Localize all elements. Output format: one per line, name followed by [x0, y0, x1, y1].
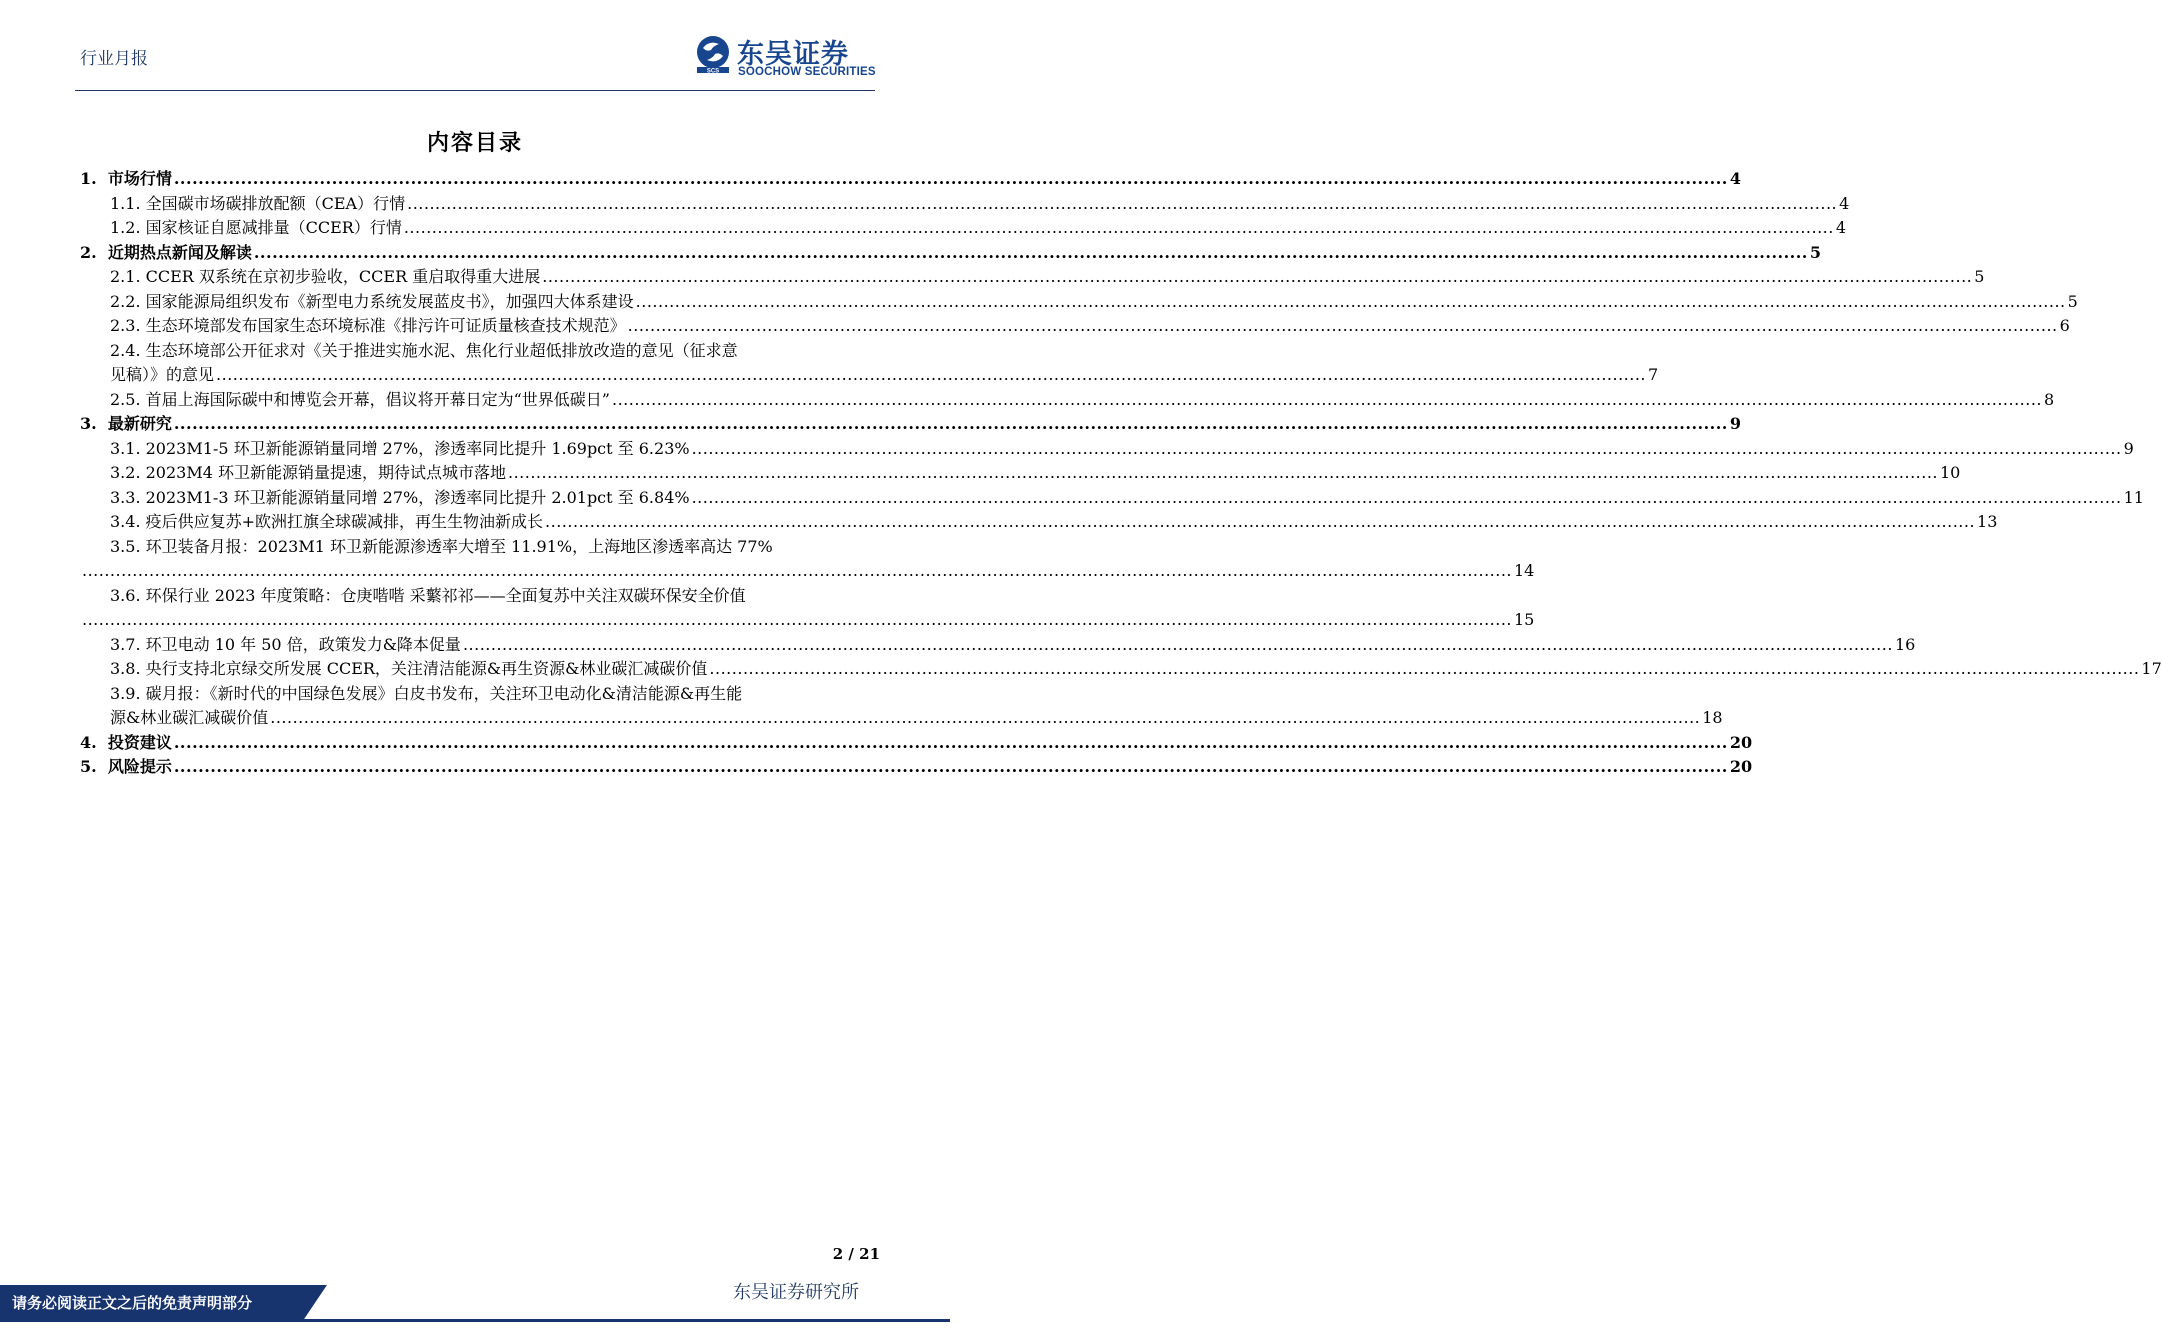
toc-leader-dots — [407, 192, 1837, 217]
toc-leader-dots — [254, 241, 1808, 266]
toc-page-number: 15 — [1514, 610, 1535, 629]
toc-page-number: 9 — [2123, 438, 2134, 458]
toc-entry-title: 3.1. 2023M1-5 环卫新能源销量同增 27%，渗透率同比提升 1.69pct 至 6.23% — [110, 438, 690, 458]
toc-title: 内容目录 — [426, 130, 523, 156]
toc-entry-2-3[interactable] — [80, 314, 2070, 339]
table-of-contents — [80, 167, 2162, 780]
toc-leader-dots — [692, 437, 2122, 462]
toc-page-number: 20 — [1729, 757, 1753, 776]
footer-disclaimer: 请务必阅读正文之后的免责声明部分 — [12, 1294, 253, 1312]
toc-entry-title: 3.6. 环保行业 2023 年度策略：仓庚喈喈 采蘩祁祁——全面复苏中关注双碳环保安全价值 — [110, 585, 746, 605]
toc-page-number: 4 — [1839, 193, 1850, 213]
toc-leader-dots — [463, 633, 1893, 658]
toc-entry-title: 5. 风险提示 — [80, 757, 172, 776]
toc-entry-title: 3.3. 2023M1-3 环卫新能源销量同增 27%，渗透率同比提升 2.01pct 至 6.84% — [110, 487, 690, 507]
toc-entry-title: 3. 最新研究 — [80, 414, 172, 433]
toc-leader-dots — [542, 265, 1972, 290]
toc-page-number: 5 — [2067, 291, 2078, 311]
toc-entry-title: 3.4. 疫后供应复苏+欧洲扛旗全球碳减排，再生生物油新成长 — [110, 512, 544, 531]
toc-page-number: 13 — [1977, 512, 1998, 531]
toc-entry-3-3[interactable] — [80, 486, 2144, 511]
toc-page-number: 5 — [1809, 242, 1821, 262]
toc-leader-dots — [709, 657, 2139, 682]
toc-entry-3-9[interactable] — [80, 682, 1723, 731]
toc-leader-dots — [508, 461, 1938, 486]
toc-entry-3-5[interactable] — [80, 535, 1535, 584]
toc-entry-2-2[interactable] — [80, 290, 2078, 315]
toc-leader-dots — [636, 290, 2066, 315]
toc-entry-title: 2.3. 生态环境部发布国家生态环境标准《排污许可证质量核查技术规范》 — [110, 316, 626, 335]
toc-leader-dots — [174, 412, 1728, 437]
toc-entry-title-continued: 见稿）》的意见 — [110, 365, 215, 384]
toc-entry-1[interactable] — [80, 167, 1741, 192]
toc-page-number: 8 — [2044, 389, 2055, 409]
toc-entry-2-1[interactable] — [80, 265, 1985, 290]
toc-entry-title: 1. 市场行情 — [80, 169, 172, 188]
report-type-label: 行业月报 — [80, 49, 148, 69]
toc-entry-5[interactable] — [80, 755, 1753, 780]
toc-entry-3-2[interactable] — [80, 461, 1961, 486]
toc-entry-title: 1.2. 国家核证自愿减排量（CCER）行情 — [110, 218, 402, 237]
toc-page-number: 16 — [1894, 634, 1916, 654]
header-divider — [75, 90, 875, 91]
toc-entry-3-1[interactable] — [80, 437, 2134, 462]
toc-leader-dots — [82, 559, 1512, 584]
toc-entry-title: 2.1. CCER 双系统在京初步验收，CCER 重启取得重大进展 — [110, 267, 541, 286]
toc-leader-dots — [174, 167, 1728, 192]
toc-entry-1-2[interactable] — [80, 216, 1847, 241]
toc-entry-3[interactable] — [80, 412, 1741, 437]
toc-page-number: 4 — [1835, 218, 1847, 237]
toc-entry-title: 3.8. 央行支持北京绿交所发展 CCER，关注清洁能源&再生资源&林业碳汇减碳价值 — [110, 659, 708, 678]
toc-page-number: 17 — [2141, 659, 2162, 678]
toc-leader-dots — [628, 314, 2058, 339]
toc-entry-title: 3.7. 环卫电动 10 年 50 倍，政策发力&降本促量 — [110, 634, 461, 654]
toc-entry-1-1[interactable] — [80, 192, 1850, 217]
toc-entry-title: 2.2. 国家能源局组织发布《新型电力系统发展蓝皮书》，加强四大体系建设 — [110, 291, 634, 311]
logo-chinese-name: 东吴证券 — [737, 39, 849, 70]
toc-entry-2[interactable] — [80, 241, 1821, 266]
toc-entry-3-7[interactable] — [80, 633, 1916, 658]
toc-page-number: 10 — [1940, 463, 1961, 482]
toc-entry-2-5[interactable] — [80, 388, 2055, 413]
toc-leader-dots — [82, 608, 1512, 633]
toc-page-number: 11 — [2123, 487, 2144, 507]
toc-page-number: 18 — [1702, 708, 1723, 727]
toc-entry-title: 2.4. 生态环境部公开征求对《关于推进实施水泥、焦化行业超低排放改造的意见（征求意 — [110, 340, 738, 360]
toc-entry-title: 2.5. 首届上海国际碳中和博览会开幕，倡议将开幕日定为“世界低碳日” — [110, 389, 610, 409]
toc-leader-dots — [692, 486, 2122, 511]
toc-leader-dots — [270, 706, 1700, 731]
logo-english-name: SOOCHOW SECURITIES — [738, 66, 876, 78]
toc-leader-dots — [174, 755, 1728, 780]
toc-entry-title: 2. 近期热点新闻及解读 — [80, 242, 252, 262]
toc-leader-dots — [404, 216, 1834, 241]
soochow-logo-icon — [693, 34, 733, 74]
toc-entry-3-4[interactable] — [80, 510, 1998, 535]
footer-bottom-space — [0, 1322, 950, 1344]
toc-leader-dots — [174, 731, 1728, 756]
toc-leader-dots — [545, 510, 1975, 535]
toc-page-number: 20 — [1729, 732, 1753, 752]
page-indicator: 2 / 21 — [832, 1245, 880, 1263]
logo-mark-text: SCS — [706, 68, 720, 75]
toc-page-number: 5 — [1974, 267, 1985, 286]
toc-entry-title: 3.5. 环卫装备月报：2023M1 环卫新能源渗透率大增至 11.91%，上海地区渗透率高达 77% — [110, 536, 773, 556]
footer-organization: 东吴证券研究所 — [733, 1282, 859, 1303]
toc-entry-title: 1.1. 全国碳市场碳排放配额（CEA）行情 — [110, 193, 406, 213]
toc-leader-dots — [612, 388, 2042, 413]
toc-leader-dots — [216, 363, 1646, 388]
toc-page-number: 7 — [1648, 365, 1659, 384]
toc-entry-3-6[interactable] — [80, 584, 1535, 633]
toc-entry-3-8[interactable] — [80, 657, 2162, 682]
toc-entry-2-4[interactable] — [80, 339, 1659, 388]
toc-entry-title: 4. 投资建议 — [80, 732, 172, 752]
toc-entry-title: 3.9. 碳月报：《新时代的中国绿色发展》白皮书发布，关注环卫电动化&清洁能源&再生能 — [110, 683, 743, 703]
toc-page-number: 14 — [1514, 561, 1535, 580]
toc-entry-4[interactable] — [80, 731, 1753, 756]
toc-entry-title-continued: 源&林业碳汇减碳价值 — [110, 708, 269, 727]
company-logo — [693, 32, 883, 82]
toc-page-number: 6 — [2059, 316, 2070, 335]
toc-page-number: 9 — [1729, 414, 1741, 433]
toc-page-number: 4 — [1729, 169, 1741, 188]
toc-entry-title: 3.2. 2023M4 环卫新能源销量提速，期待试点城市落地 — [110, 463, 506, 482]
